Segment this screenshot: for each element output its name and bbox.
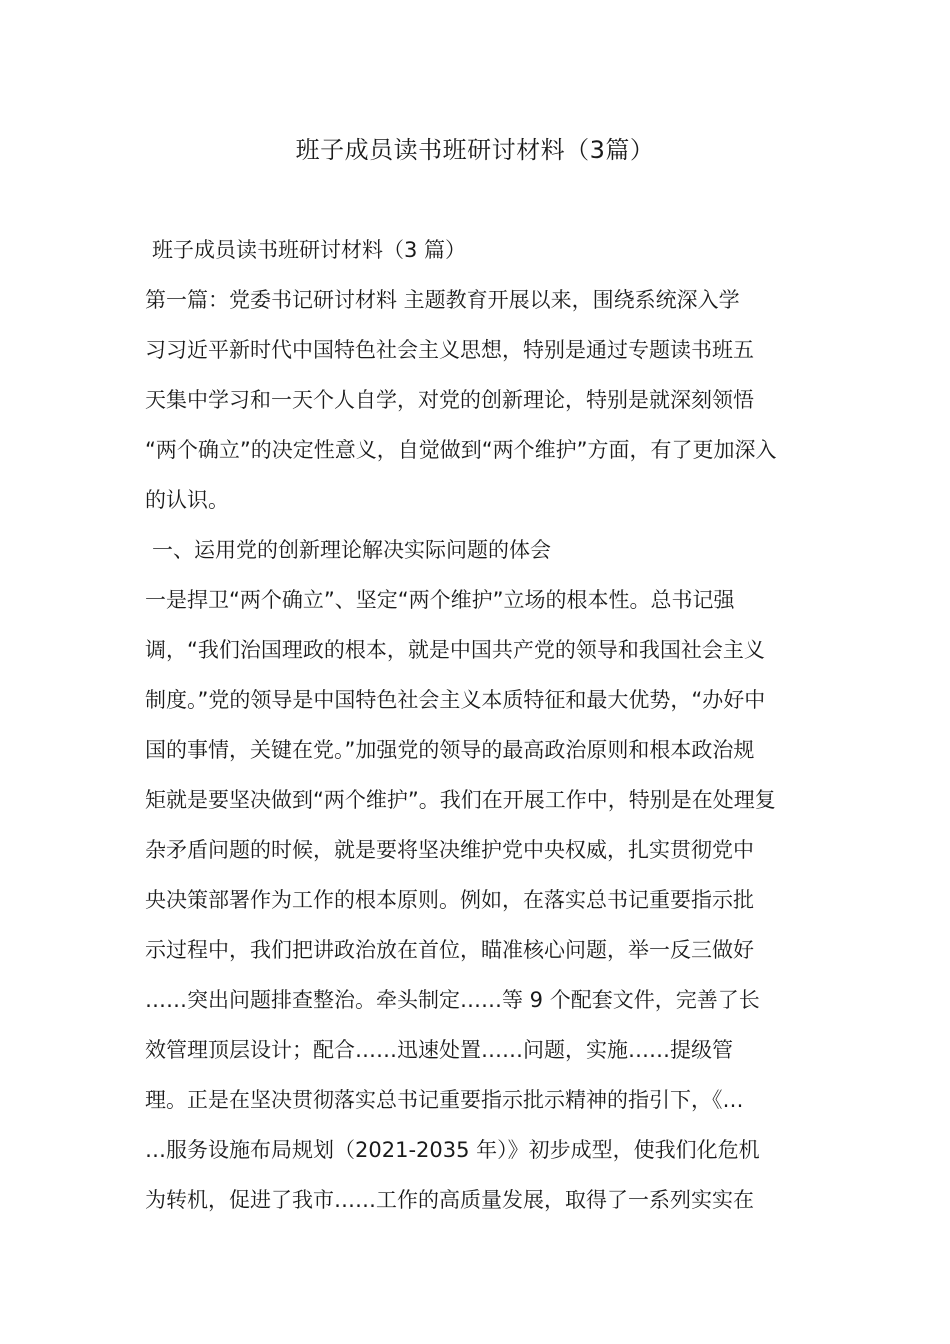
subtitle-line: 班子成员读书班研讨材料（3 篇）	[152, 238, 467, 262]
text-line: 国的事情，关键在党。”加强党的领导的最高政治原则和根本政治规	[145, 738, 755, 762]
text-line: 理。正是在坚决贯彻落实总书记重要指示批示精神的指引下，《…	[145, 1088, 744, 1112]
text-line: 杂矛盾问题的时候，就是要将坚决维护党中央权威，扎实贯彻党中	[145, 838, 754, 862]
document-title: 班子成员读书班研讨材料（3篇）	[295, 136, 655, 164]
text-line: ……突出问题排查整治。牵头制定……等 9 个配套文件，完善了长	[145, 988, 760, 1012]
text-line: 调，“我们治国理政的根本，就是中国共产党的领导和我国社会主义	[145, 638, 765, 662]
text-line: …服务设施布局规划（2021-2035 年）》初步成型，使我们化危机	[145, 1138, 760, 1162]
text-line: 天集中学习和一天个人自学，对党的创新理论，特别是就深刻领悟	[145, 388, 754, 412]
text-line: 一是捍卫“两个确立”、坚定“两个维护”立场的根本性。总书记强	[145, 588, 735, 612]
text-line: “两个确立”的决定性意义，自觉做到“两个维护”方面，有了更加深入	[145, 438, 777, 462]
text-line: 示过程中，我们把讲政治放在首位，瞄准核心问题，举一反三做好	[145, 938, 754, 962]
text-line: 效管理顶层设计；配合……迅速处置……问题，实施……提级管	[145, 1038, 733, 1062]
section-heading: 一、运用党的创新理论解决实际问题的体会	[152, 538, 551, 562]
text-line: 第一篇：党委书记研讨材料 主题教育开展以来，围绕系统深入学	[145, 288, 740, 312]
text-line: 习习近平新时代中国特色社会主义思想，特别是通过专题读书班五	[145, 338, 754, 362]
text-line: 央决策部署作为工作的根本原则。例如，在落实总书记重要指示批	[145, 888, 754, 912]
text-line: 为转机，促进了我市……工作的高质量发展，取得了一系列实实在	[145, 1188, 754, 1212]
text-line: 的认识。	[145, 488, 229, 512]
text-line: 制度。”党的领导是中国特色社会主义本质特征和最大优势，“办好中	[145, 688, 766, 712]
text-line: 矩就是要坚决做到“两个维护”。我们在开展工作中，特别是在处理复	[145, 788, 776, 812]
